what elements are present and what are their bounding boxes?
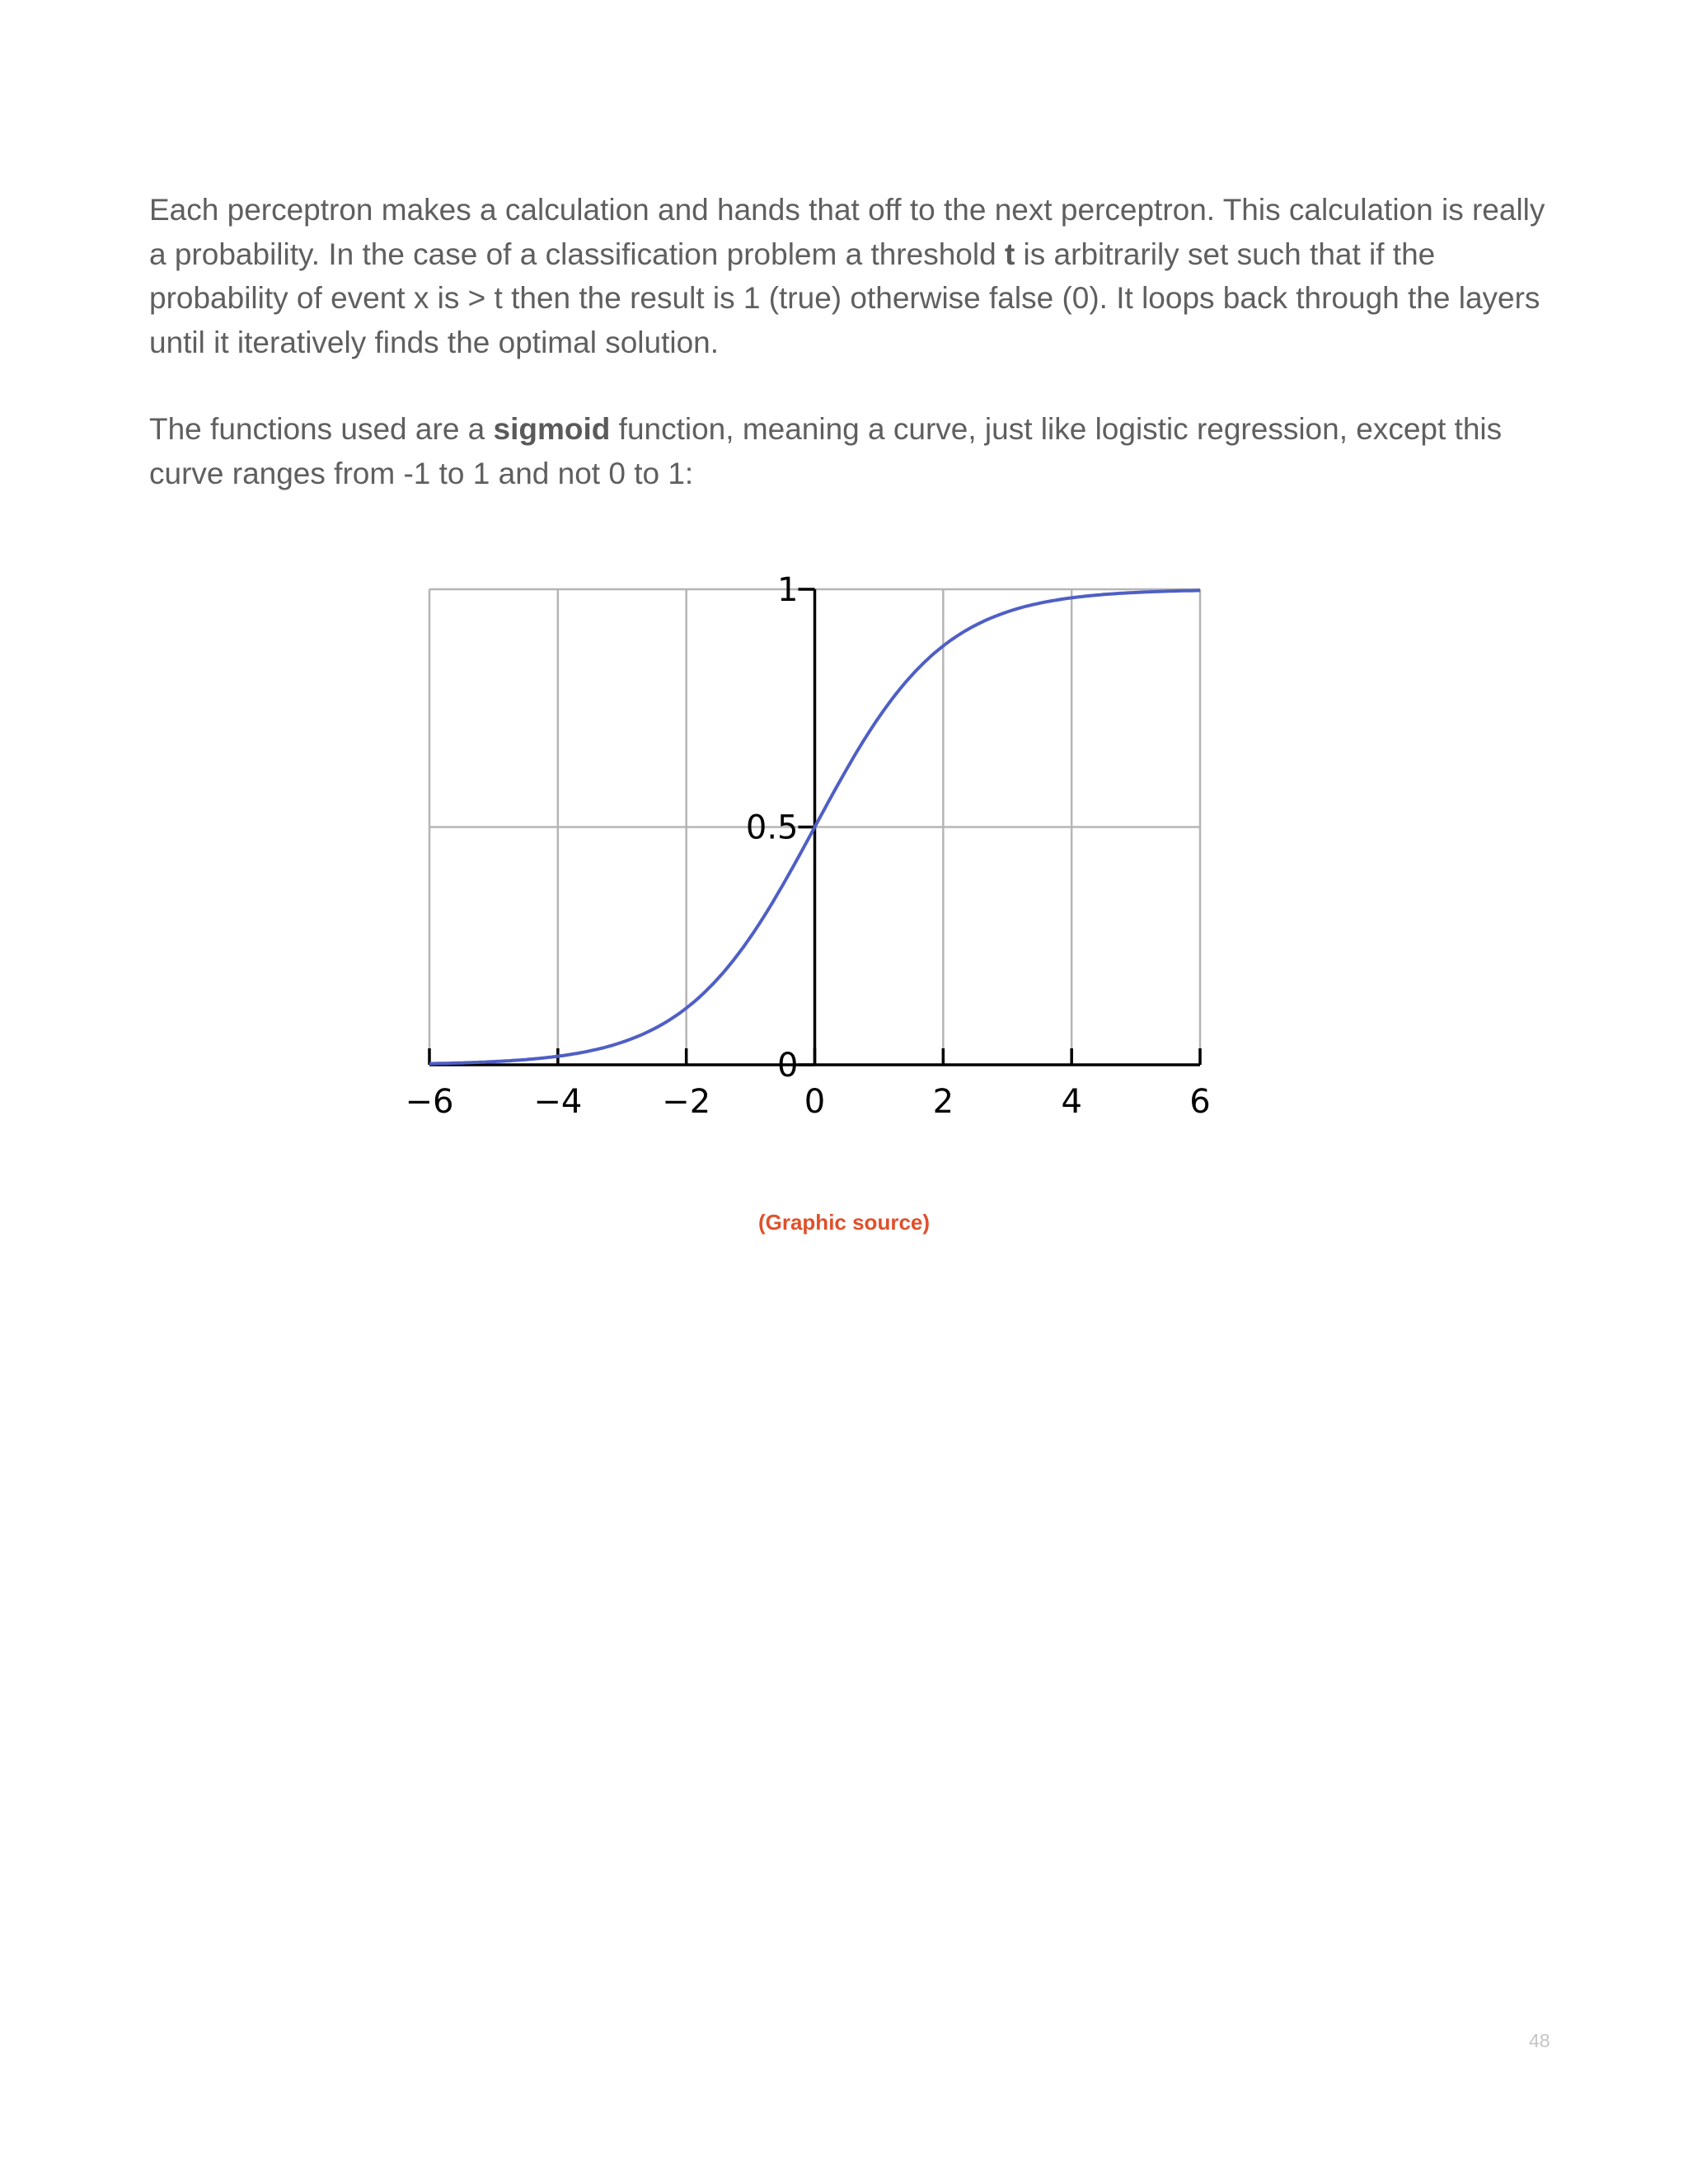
paragraph-text: function, meaning a curve, just like logistic regression, except this curve ranges from -1 to 1 and not 0 to 1:	[149, 412, 1503, 490]
x-tick-label: 4	[1061, 1083, 1082, 1121]
x-tick-label: 2	[932, 1083, 954, 1121]
y-tick-label: 0	[777, 1047, 799, 1085]
paragraph-text: The functions used are a	[149, 412, 494, 446]
x-tick-label: −6	[405, 1083, 454, 1121]
sigmoid-paragraph	[149, 407, 1550, 495]
bold-term-t: t	[1004, 237, 1015, 271]
y-tick-label: 1	[777, 571, 799, 609]
x-tick-label: 0	[804, 1083, 826, 1121]
y-tick-label: 0.5	[745, 808, 799, 847]
page-number: 48	[1529, 2030, 1550, 2051]
x-tick-label: 6	[1189, 1083, 1211, 1121]
graphic-source-link[interactable]: (Graphic source)	[757, 1210, 931, 1235]
x-tick-label: −4	[533, 1083, 583, 1121]
paragraph-text: is arbitrarily set such that if the probability of event x is > t then the result is 1 (true) otherwise false (0). It loops back through the layers until it iteratively finds the optimal solution.	[149, 237, 1540, 359]
paragraph-text: Each perceptron makes a calculation and hands that off to the next perceptron. This calculation is really a probability. In the case of a classification problem a threshold	[149, 193, 1545, 271]
intro-paragraph	[149, 188, 1550, 364]
bold-term-sigmoid: sigmoid	[493, 412, 611, 446]
x-tick-label: −2	[662, 1083, 711, 1121]
sigmoid-chart	[387, 569, 1245, 1129]
chart-ticks	[406, 571, 1211, 1121]
